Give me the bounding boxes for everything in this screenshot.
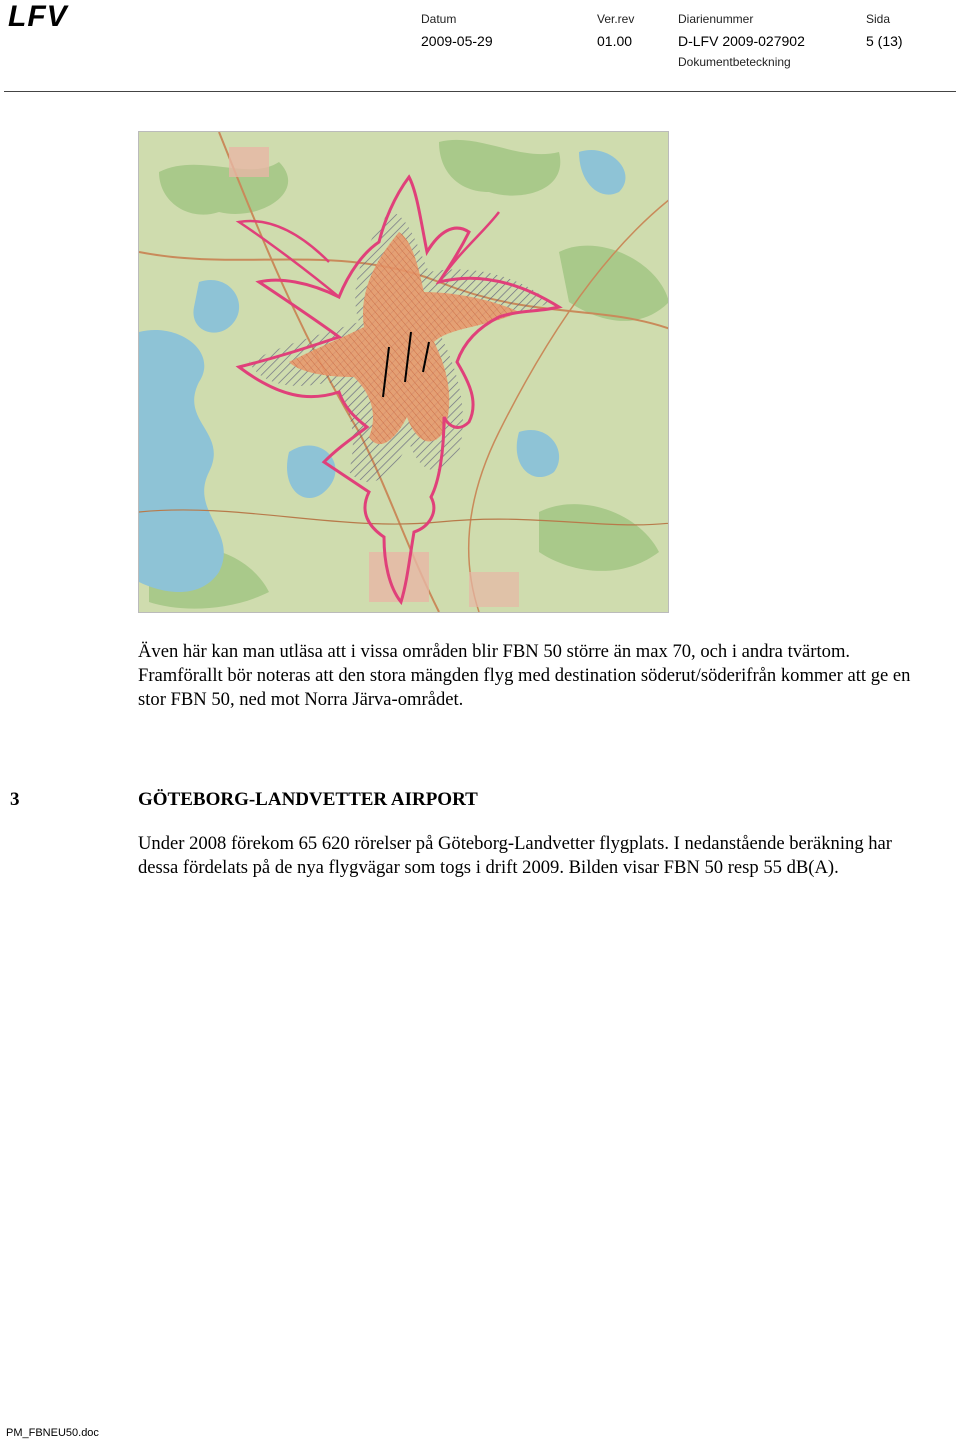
- noise-contour-map: LFV INFLUENSOMRÅDE Område som berörs eller kan komma att beröras av ekvivalent bullernivå FBN 55 dB(A) eller högre Område utanför "rött" område som berörs eller kan komma att beröras av maxbullernivåer överstigande 70 dB(A) tre gånger per årsmedeldygn NRL-linjer (enligt NRL-beslut från 1991) FBN 49 INM 6.1 STOCKHOLM-ARLANDA FLYGPLATS FBN 49 INM 6.1 överlagrat på fastlagt riksintresseområde Datum: 2009-05-17 Skala: 1:200 000 (A3): [138, 131, 669, 613]
- header-label-verrev: Ver.rev: [597, 12, 635, 26]
- header-value-sida: 5 (13): [866, 33, 903, 49]
- section-number: 3: [10, 789, 20, 810]
- header-value-datum: 2009-05-29: [421, 33, 493, 49]
- header-label-datum: Datum: [421, 12, 457, 26]
- header-label-sida: Sida: [866, 12, 891, 26]
- body-paragraph-2: Under 2008 förekom 65 620 rörelser på Göteborg-Landvetter flygplats. I nedanstående beräkning har dessa fördelats på de nya flygvägar som togs i drift 2009. Bilden visar FBN 50 resp 55 dB(A).: [138, 833, 893, 878]
- section-title: GÖTEBORG-LANDVETTER AIRPORT: [138, 789, 478, 810]
- lfv-logo: LFV: [8, 0, 68, 33]
- header-label-dokumentbeteckning: Dokumentbeteckning: [678, 55, 791, 69]
- header-value-verrev: 01.00: [597, 33, 633, 49]
- header-value-diarienummer: D-LFV 2009-027902: [678, 33, 805, 49]
- header-label-diarienummer: Diarienummer: [678, 12, 754, 26]
- footer-filename: PM_FBNEU50.doc: [6, 1427, 99, 1439]
- header-divider: [4, 91, 956, 92]
- map-graphic: [139, 132, 669, 612]
- body-paragraph-1: Även här kan man utläsa att i vissa områden blir FBN 50 större än max 70, och i andra tvärtom. Framförallt bör noteras att den stora mängden flyg med destination söderut/söderifrån kommer att ge en stor FBN 50, ned mot Norra Järva-området.: [138, 641, 911, 710]
